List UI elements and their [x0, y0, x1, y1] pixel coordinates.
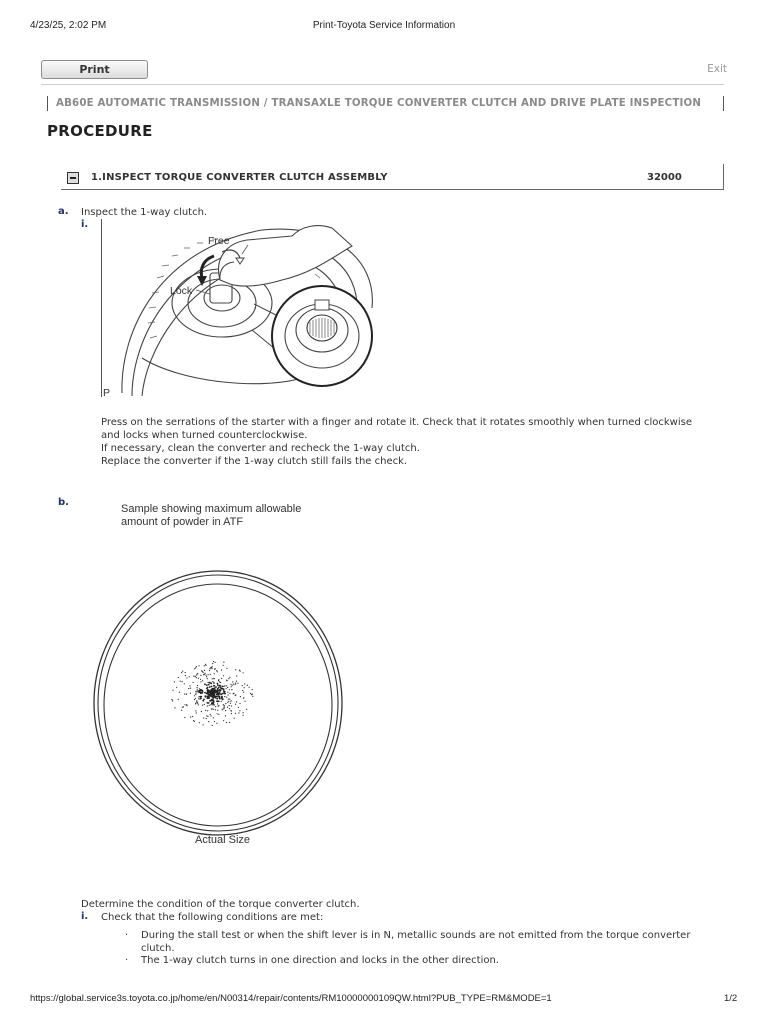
figure-caption-line-1: Sample showing maximum allowable: [121, 503, 302, 515]
figure-label-lock: Lock: [170, 285, 193, 297]
section-a-text: Inspect the 1-way clutch.: [81, 207, 208, 218]
step-title: 1.INSPECT TORQUE CONVERTER CLUTCH ASSEMBLY: [91, 172, 388, 183]
page-title: PROCEDURE: [47, 122, 153, 140]
bullet-item-cont: clutch.: [141, 943, 175, 954]
atf-powder-sample-figure: [90, 568, 350, 838]
bullet-dot: ·: [125, 955, 129, 966]
toolbar-divider: [41, 84, 724, 85]
exit-link[interactable]: Exit: [707, 63, 727, 75]
section-a-sub-label: i.: [81, 219, 89, 230]
bullet-item: During the stall test or when the shift lever is in N, metallic sounds are not emitted from the torque converter: [141, 930, 691, 941]
print-page-number: 1/2: [724, 993, 738, 1004]
section-b-text: Determine the condition of the torque converter clutch.: [81, 899, 360, 910]
print-button[interactable]: Print: [41, 60, 148, 79]
step-header: [61, 164, 724, 190]
bullet-item: The 1-way clutch turns in one direction and locks in the other direction.: [141, 955, 499, 966]
section-b-sub-text: Check that the following conditions are met:: [101, 912, 324, 923]
figure-caption-line-2: amount of powder in ATF: [121, 516, 244, 528]
print-datetime: 4/23/25, 2:02 PM: [30, 20, 107, 31]
step-code: 32000: [647, 172, 682, 183]
powder-particles: [171, 661, 253, 726]
actual-size-label: Actual Size: [195, 834, 251, 846]
print-url: https://global.service3s.toyota.co.jp/home/en/N00314/repair/contents/RM10000000109QW.html?PUB_TYPE=RM&MODE=1: [30, 993, 552, 1004]
bullet-dot: ·: [125, 930, 129, 941]
section-a-paragraph-3: Replace the converter if the 1-way clutch still fails the check.: [101, 456, 408, 467]
section-b-sub-label: i.: [81, 911, 89, 922]
figure-label-p: P: [103, 387, 111, 399]
section-a-paragraph-1-cont: and locks when turned counterclockwise.: [101, 430, 308, 441]
section-a-label: a.: [58, 206, 69, 217]
figure-label-free: Free: [208, 235, 230, 247]
section-b-label: b.: [58, 497, 69, 508]
section-a-paragraph-2: If necessary, clean the converter and recheck the 1-way clutch.: [101, 443, 420, 454]
one-way-clutch-figure: [102, 218, 382, 398]
collapse-icon[interactable]: [67, 172, 79, 184]
breadcrumb: AB60E AUTOMATIC TRANSMISSION / TRANSAXLE TORQUE CONVERTER CLUTCH AND DRIVE PLATE INSPECTION: [47, 96, 724, 111]
section-a-paragraph-1: Press on the serrations of the starter with a finger and rotate it. Check that it rotates smoothly when turned clockwise: [101, 417, 692, 428]
print-page-title: Print-Toyota Service Information: [312, 20, 456, 31]
